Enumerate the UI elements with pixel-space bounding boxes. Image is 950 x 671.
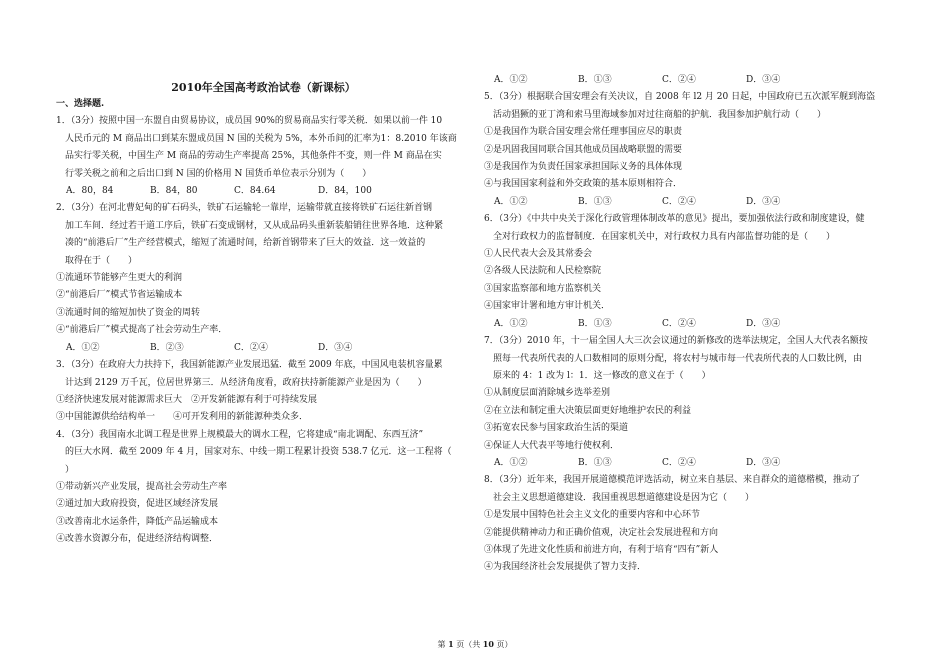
answer-option: C．②④ [662, 457, 696, 468]
answer-option: A．80，84 [66, 186, 114, 197]
statement-item: ③中国能源供给结构单一 ④可开发利用的新能源种类众多． [56, 412, 309, 423]
statement-item: ②能提供精神动力和正确价值观，决定社会发展进程和方向 [484, 527, 719, 538]
answer-option: D．③④ [746, 457, 781, 468]
statement-item: ④改善水资源分布，促进经济结构调整． [56, 534, 219, 545]
question-text: 全对行政权力的监督制度．在国家机关中，对行政权力具有内部监督功能的是（ ） [493, 231, 836, 242]
question-stem: 8．（3分）近年来，我国开展道德模范评选活动，树立来自基层、来自群众的道德楷模，推动了 [484, 475, 860, 486]
statement-item: ③国家监察部和地方监察机关 [484, 283, 602, 294]
question-text: 社会主义思想道德建设．我国重视思想道德建设是因为它（ ） [493, 492, 755, 503]
statement-item: ④“前港后厂”模式提高了社会劳动生产率． [56, 325, 228, 336]
left-column [56, 80, 471, 549]
question-stem: 4．（3分）我国南水北调工程是世界上规模最大的调水工程，它将建成“南北调配、东西互济” [56, 429, 424, 440]
answer-option: B．①③ [578, 75, 612, 85]
statement-item: ④为我国经济社会发展提供了智力支持． [484, 562, 647, 573]
statement-item: ②在立法和制定重大决策层面更好地维护农民的利益 [484, 405, 692, 416]
answer-options [484, 72, 899, 89]
answer-option: A．①② [494, 75, 528, 85]
question-stem: 2．（3分）在河北曹妃甸的矿石码头，铁矿石运输轮一靠岸，运输带就直接将铁矿石运往新首钢 [56, 203, 432, 214]
footer-total-pages: 10 [482, 639, 494, 649]
question-stem: 6．（3分）《中共中央关于深化行政管理体制改革的意见》提出，要加强依法行政和制度建设，健 [484, 214, 865, 225]
statement-item: ②通过加大政府投资，促进区域经济发展 [56, 499, 219, 510]
statement-item: ②各级人民法院和人民检察院 [484, 266, 602, 277]
section-heading: 一、选择题. [56, 99, 105, 109]
statement-item: ①是我国作为联合国安理会常任理事国应尽的职责 [484, 127, 683, 138]
question-stem: 1．（3分）按照中国一东盟自由贸易协议，成员国 90%的贸易商品实行零关税．如果以前一件 10 [56, 116, 443, 127]
answer-option: C．84.64 [234, 186, 276, 197]
answer-option: A．①② [494, 457, 528, 468]
question-text: 照每一代表所代表的人口数相同的原则分配，将农村与城市每一代表所代表的人口数比例，由 [493, 353, 863, 364]
statement-item: ①流通环节能够产生更大的利润 [56, 273, 183, 284]
question-text: 原来的 4：1 改为 l：1．这一修改的意义在于（ ） [493, 370, 711, 381]
statement-item: ③改善南北水运条件，降低产品运输成本 [56, 516, 219, 527]
answer-options [56, 340, 471, 357]
answer-option: C．②④ [234, 342, 268, 353]
answer-option: B．①③ [578, 457, 612, 468]
answer-option: D．③④ [746, 318, 781, 329]
question-text: 计达到 2129 万千瓦，位居世界第三．从经济角度看，政府扶持新能源产业是因为（ ） [65, 377, 427, 388]
answer-option: D．③④ [746, 196, 781, 207]
right-column [484, 72, 899, 577]
question-text: 行零关税之前和之后出口到 N 国的价格用 N 国货币单位表示分别为（ ） [65, 168, 372, 179]
statement-item: ④与我国国家利益和外交政策的基本原则相符合． [484, 179, 683, 190]
footer-prefix: 第 [437, 640, 446, 649]
statement-item: ①人民代表大会及其常委会 [484, 249, 593, 260]
answer-option: B．84，80 [150, 186, 198, 197]
footer-suffix: 页） [496, 640, 513, 649]
answer-option: C．②④ [662, 75, 696, 85]
answer-options [484, 316, 899, 333]
question-text: 品实行零关税，中国生产 M 商品的劳动生产率提高 25%，其他条件不变，则一件 M 商品在实 [65, 151, 442, 162]
answer-option: D．③④ [318, 342, 353, 353]
question-stem: 7．（3分）2010 年，十一届全国人大三次会议通过的新修改的选举法规定，全国人大代表名额按 [484, 336, 868, 347]
answer-option: D．③④ [746, 75, 781, 85]
footer-page-number: 1 [448, 639, 454, 649]
statement-item: ①是发展中国特色社会主义文化的重要内容和中心环节 [484, 510, 701, 521]
statement-item: ②“前港后厂”模式节省运输成本 [56, 290, 183, 301]
page-footer [0, 638, 950, 651]
question-stem: 3．（3分）在政府大力扶持下，我国新能源产业发展迅猛．截至 2009 年底，中国风电装机容量累 [56, 360, 443, 371]
statement-item: ③拓宽农民参与国家政治生活的渠道 [484, 423, 629, 434]
statement-item: ④保证人大代表平等地行使权利． [484, 440, 620, 451]
question-text: 活动猖獗的亚丁湾和索马里海域参加对过往商船的护航．我国参加护航行动（ ） [493, 109, 827, 120]
answer-options [484, 455, 899, 472]
statement-item: ③是我国作为负责任国家承担国际义务的具体体现 [484, 162, 683, 173]
question-text: 取得在于（ ） [65, 255, 138, 266]
answer-option: C．②④ [662, 318, 696, 329]
page-title: 2010年全国高考政治试卷（新课标） [171, 81, 356, 94]
statement-item: ③体现了先进文化性质和前进方向，有利于培育“四有”新人 [484, 544, 719, 555]
question-text: ） [65, 464, 75, 475]
question-text: 的巨大水网．截至 2009 年 4 月，国家对东、中线一期工程累计投资 538.7 亿元．这一工程将（ [65, 447, 452, 458]
statement-item: ③流通时间的缩短加快了资金的周转 [56, 307, 201, 318]
question-text: 人民币元的 M 商品出口到某东盟成员国 N 国的关税为 5%，本外币间的汇率为1：8.2010 年该商 [65, 133, 457, 144]
answer-option: A．①② [66, 342, 100, 353]
answer-option: A．①② [494, 196, 528, 207]
statement-item: ①从制度层面消除城乡选举差别 [484, 388, 611, 399]
question-stem: 5．（3分）根据联合国安理会有关决议，自 2008 年 l2 月 20 日起，中国政府已五次派军舰到海盗 [484, 92, 876, 103]
question-text: 加工车间．经过若干道工序后，铁矿石变成钢材，又从成品码头重新装船销往世界各地．这种紧 [65, 220, 444, 231]
statement-item: ②是巩固我国同联合国其他成员国战略联盟的需要 [484, 144, 683, 155]
answer-options [56, 183, 471, 200]
answer-option: A．①② [494, 318, 528, 329]
statement-item: ①经济快速发展对能源需求巨大 ②开发新能源有利于可持续发展 [56, 394, 318, 405]
statement-item: ①带动新兴产业发展，提高社会劳动生产率 [56, 481, 228, 492]
answer-option: B．①③ [578, 318, 612, 329]
answer-option: D．84，100 [318, 186, 372, 197]
question-text: 凑的“前港后厂”生产经营模式，缩短了流通时间，给新首钢带来了巨大的效益．这一效益的 [65, 238, 426, 249]
answer-option: B．②③ [150, 342, 184, 353]
answer-option: C．②④ [662, 196, 696, 207]
answer-options [484, 194, 899, 211]
statement-item: ④国家审计署和地方审计机关． [484, 301, 611, 312]
footer-middle: 页（共 [456, 640, 481, 649]
answer-option: B．①③ [578, 196, 612, 207]
